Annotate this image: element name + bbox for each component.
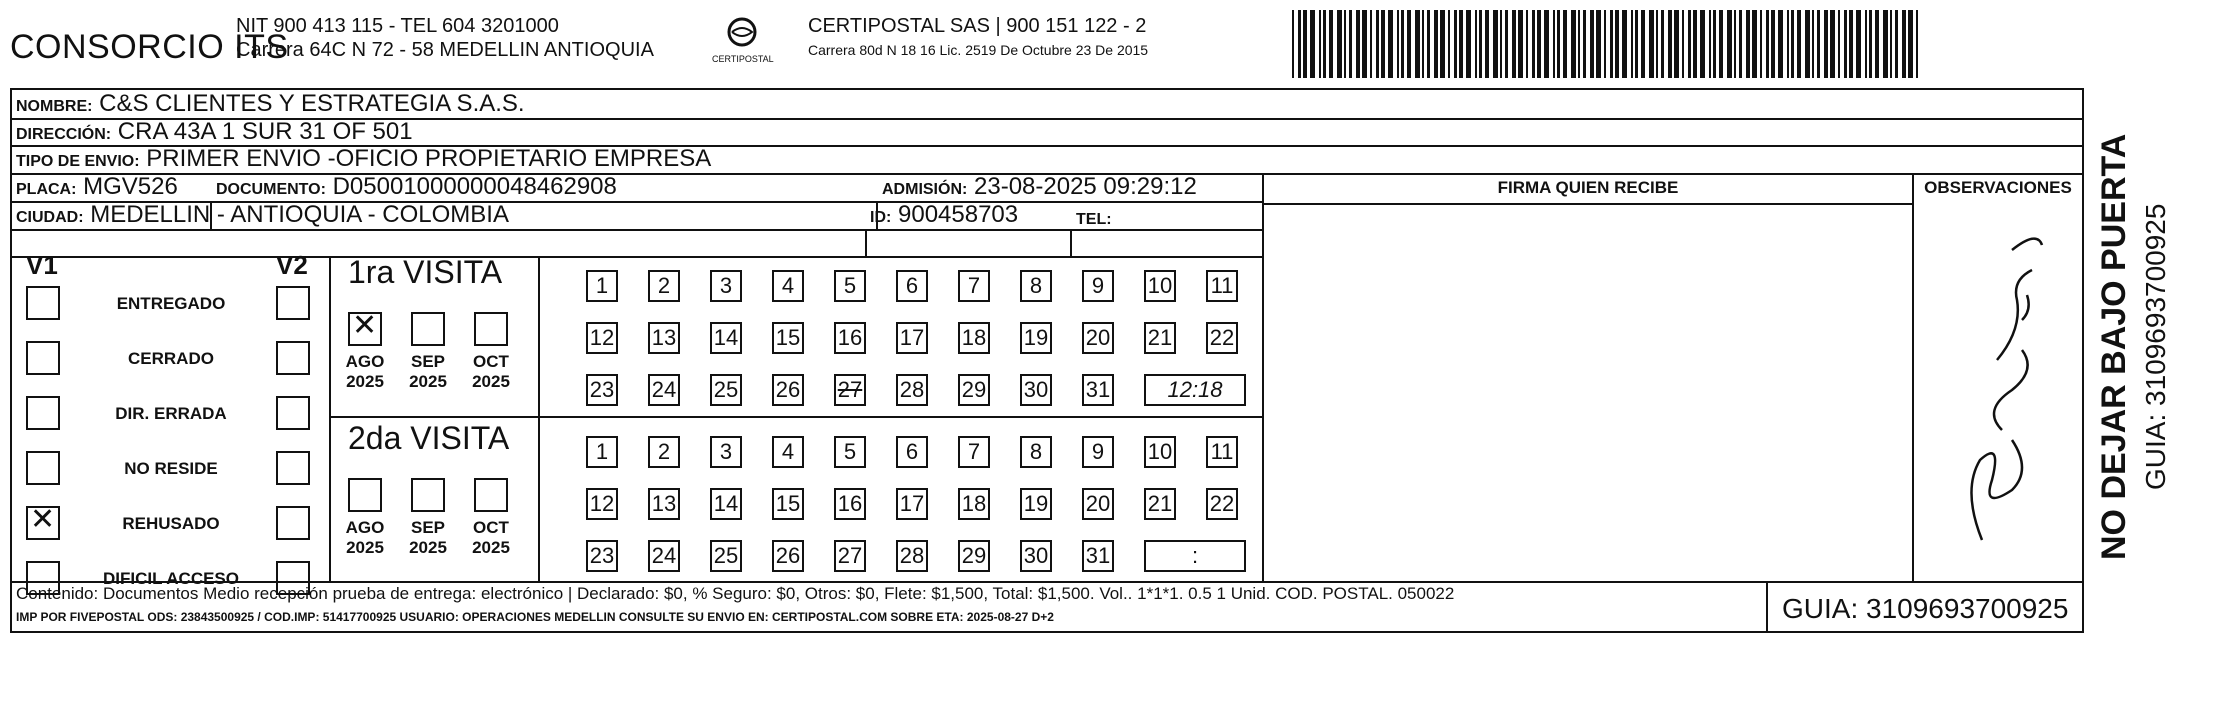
barcode-bar [1376,10,1379,78]
nombre-value: C&S CLIENTES Y ESTRATEGIA S.A.S. [99,90,525,117]
barcode-bar [1908,10,1913,78]
v2-checkbox[interactable] [276,396,310,430]
barcode-bar [1719,10,1723,78]
barcode-bar [1713,10,1716,78]
barcode-bar [1596,10,1601,78]
barcode-bar [1615,10,1619,78]
month-name: SEP [410,518,446,537]
barcode-bar [1407,10,1411,78]
footer-impresion: IMP POR FIVEPOSTAL ODS: 23843500925 / COD.IMP: 51417700925 USUARIO: OPERACIONES MEDELLIN CONSULTE SU ENVIO EN: CERTIPOSTAL.COM SOBRE ETA: 2025-08-27 D+2 [16,610,1054,624]
barcode-bar [1532,10,1535,78]
day-box[interactable]: 19 [1020,488,1052,520]
month-checkbox[interactable] [474,312,508,346]
barcode-bar [1610,10,1613,78]
day-box[interactable]: 17 [896,322,928,354]
barcode-bar [1869,10,1872,78]
month-label [340,352,390,392]
month-year: 2025 [409,538,447,557]
day-box[interactable]: 9 [1082,270,1114,302]
day-box[interactable]: 11 [1206,436,1238,468]
barcode-bar [1875,10,1879,78]
ciudad-cell [16,201,509,229]
address-line: Carrera 64C N 72 - 58 MEDELLIN ANTIOQUIA [236,39,654,61]
direccion-label: DIRECCIÓN: [16,126,112,143]
day-box[interactable]: 22 [1206,322,1238,354]
day-box[interactable]: 9 [1082,436,1114,468]
company-name: CONSORCIO ITS [10,28,289,66]
v1-checkbox[interactable] [26,396,60,430]
barcode-bar [1298,10,1301,78]
barcode-bar [1674,10,1679,78]
day-box[interactable]: 12 [586,488,618,520]
barcode-bar [1649,10,1654,78]
day-box[interactable]: 14 [710,488,742,520]
v2-checkbox[interactable] [276,286,310,320]
barcode-bar [1303,10,1307,78]
month-year: 2025 [346,538,384,557]
day-box[interactable]: 30 [1020,374,1052,406]
v2-checkbox[interactable] [276,451,310,485]
second-visit-title: 2da VISITA [348,420,510,456]
x-mark-icon: ✕ [30,502,56,537]
nombre-row [16,90,525,118]
day-box[interactable]: 5 [834,436,866,468]
month-checkbox[interactable] [411,478,445,512]
barcode-bar [1824,10,1828,78]
barcode-bar [1544,10,1549,78]
direccion-row [16,118,413,146]
barcode-bar [1916,10,1918,78]
day-box[interactable]: 25 [710,540,742,572]
month-label [340,518,390,558]
id-label: ID: [870,209,892,226]
barcode-bar [1500,10,1502,78]
certipostal-sub: Carrera 80d N 18 16 Lic. 2519 De Octubre 23 De 2015 [808,42,1149,58]
month-label [466,518,516,558]
day-box[interactable] [834,374,866,406]
barcode-bar [1415,10,1420,78]
day-box[interactable]: 13 [648,322,680,354]
day-box[interactable]: 12 [586,322,618,354]
barcode-bar [1641,10,1645,78]
admision-value: 23-08-2025 09:29:12 [974,173,1197,200]
v1-checkbox[interactable] [26,451,60,485]
barcode-bar [1902,10,1906,78]
day-box[interactable]: 22 [1206,488,1238,520]
barcode-bar [1356,10,1360,78]
barcode-bar [1310,10,1315,78]
v2-header: V2 [276,250,308,280]
barcode-bar [1337,10,1342,78]
month-year: 2025 [409,372,447,391]
month-checkbox[interactable] [411,312,445,346]
barcode-bar [1553,10,1555,78]
day-box[interactable]: 3 [710,270,742,302]
day-box[interactable]: 25 [710,374,742,406]
tipo-value: PRIMER ENVIO -OFICIO PROPIETARIO EMPRESA [146,145,712,172]
day-box[interactable]: 15 [772,322,804,354]
barcode-bar [1760,10,1762,78]
barcode-bar [1518,10,1523,78]
barcode [1292,10,1920,78]
day-box[interactable]: 7 [958,270,990,302]
day-box[interactable]: 20 [1082,488,1114,520]
placa-label: PLACA: [16,181,77,198]
day-box[interactable]: 26 [772,374,804,406]
placa-value: MGV526 [83,173,178,200]
time-box[interactable]: 12:18 [1144,374,1246,406]
day-box[interactable]: 16 [834,322,866,354]
day-box[interactable]: 31 [1082,374,1114,406]
barcode-bar [1797,10,1801,78]
documento-cell [216,173,617,201]
barcode-bar [1381,10,1385,78]
delivery-form [10,88,2084,633]
v1-checkbox[interactable] [26,286,60,320]
barcode-bar [1370,10,1372,78]
barcode-bar [1812,10,1814,78]
barcode-bar [1459,10,1463,78]
barcode-bar [1693,10,1697,78]
barcode-bar [1656,10,1658,78]
day-box[interactable]: 18 [958,488,990,520]
day-box[interactable]: 20 [1082,322,1114,354]
certipostal-info [808,14,1148,62]
side-instruction: NO DEJAR BAJO PUERTA [2095,133,2133,560]
v1-checkbox[interactable] [26,341,60,375]
day-box[interactable]: 23 [586,374,618,406]
barcode-bar [1817,10,1820,78]
day-box[interactable]: 29 [958,540,990,572]
day-box[interactable]: 7 [958,436,990,468]
day-box[interactable]: 16 [834,488,866,520]
barcode-bar [1752,10,1757,78]
first-visit-title: 1ra VISITA [348,254,503,290]
tel-label: TEL: [1076,211,1112,228]
month-year: 2025 [346,372,384,391]
status-label: DIFICIL ACCESO [102,569,239,588]
barcode-bar [1292,10,1294,78]
barcode-bar [1883,10,1888,78]
logo-text: CERTIPOSTAL [712,54,774,64]
barcode-bar [1427,10,1430,78]
placa-cell [16,173,178,201]
status-label: ENTREGADO [116,294,226,313]
barcode-bar [1668,10,1672,78]
barcode-bar [1466,10,1471,78]
barcode-bar [1319,10,1321,78]
month-name: AGO [345,352,385,371]
observaciones-header: OBSERVACIONES [1924,178,2072,197]
day-box[interactable]: 14 [710,322,742,354]
barcode-bar [1622,10,1627,78]
time-box[interactable]: : [1144,540,1246,572]
barcode-bar [1856,10,1861,78]
month-label [403,518,453,558]
day-box[interactable]: 6 [896,270,928,302]
month-name: OCT [473,518,509,537]
barcode-bar [1563,10,1567,78]
barcode-bar [1493,10,1498,78]
barcode-bar [1512,10,1516,78]
barcode-bar [1349,10,1352,78]
barcode-bar [1849,10,1853,78]
day-box[interactable]: 10 [1144,270,1176,302]
barcode-bar [1362,10,1367,78]
logo-icon [722,16,762,52]
certipostal-logo [712,16,772,70]
day-box[interactable]: 1 [586,270,618,302]
day-box[interactable]: 21 [1144,322,1176,354]
documento-label: DOCUMENTO: [216,181,326,198]
month-checkbox[interactable] [474,478,508,512]
month-name: SEP [410,352,446,371]
barcode-bar [1688,10,1691,78]
barcode-bar [1329,10,1333,78]
barcode-bar [1434,10,1438,78]
barcode-bar [1631,10,1633,78]
barcode-bar [1766,10,1769,78]
day-box[interactable]: 23 [586,540,618,572]
tipo-label: TIPO DE ENVIO: [16,153,140,170]
barcode-bar [1571,10,1576,78]
barcode-bar [1422,10,1424,78]
footer-contenido: Contenido: Documentos Medio recepción prueba de entrega: electrónico | Declarado: $0, % Seguro: $0, Otros: $0, Flete: $1,500, Total: $1,500. Vol.. 1*1*1. 0.5 1 Unid. COD. POSTAL. 050022 [16,584,1455,603]
day-box[interactable]: 6 [896,436,928,468]
barcode-bar [1344,10,1346,78]
day-box[interactable]: 28 [896,374,928,406]
barcode-bar [1505,10,1508,78]
status-label: REHUSADO [122,514,220,533]
month-label [403,352,453,392]
tel-cell [1076,203,1112,231]
status-label: CERRADO [128,349,214,368]
day-box[interactable]: 24 [648,540,680,572]
barcode-bar [1830,10,1835,78]
barcode-bar [1388,10,1393,78]
barcode-bar [1454,10,1457,78]
barcode-bar [1865,10,1867,78]
barcode-bar [1682,10,1684,78]
barcode-bar [1397,10,1399,78]
month-checkbox[interactable] [348,308,382,346]
firma-header: FIRMA QUIEN RECIBE [1497,178,1679,197]
admision-cell [882,173,1197,201]
barcode-bar [1771,10,1775,78]
company-contact [236,14,654,62]
day-number: 27 [837,377,863,402]
barcode-bar [1727,10,1732,78]
barcode-bar [1401,10,1404,78]
barcode-bar [1604,10,1606,78]
day-box[interactable]: 21 [1144,488,1176,520]
direccion-value: CRA 43A 1 SUR 31 OF 501 [117,118,413,145]
barcode-bar [1709,10,1711,78]
tipo-row [16,145,711,173]
barcode-bar [1323,10,1326,78]
barcode-bar [1746,10,1750,78]
x-mark-icon: ✕ [352,308,378,343]
day-box[interactable]: 1 [586,436,618,468]
barcode-bar [1448,10,1450,78]
day-box[interactable]: 8 [1020,270,1052,302]
id-cell [870,201,1018,229]
barcode-bar [1485,10,1489,78]
ciudad-value: MEDELLIN - ANTIOQUIA - COLOMBIA [90,201,509,228]
day-box[interactable]: 15 [772,488,804,520]
handwritten-signature [1942,210,2062,550]
barcode-bar [1583,10,1586,78]
certipostal-line: CERTIPOSTAL SAS | 900 151 122 - 2 [808,15,1147,37]
day-box[interactable]: 5 [834,270,866,302]
barcode-bar [1890,10,1892,78]
month-name: OCT [473,352,509,371]
nit-line: NIT 900 413 115 - TEL 604 3201000 [236,15,559,37]
day-box[interactable]: 29 [958,374,990,406]
day-box[interactable]: 8 [1020,436,1052,468]
status-label: DIR. ERRADA [115,404,227,423]
barcode-bar [1787,10,1789,78]
day-box[interactable]: 30 [1020,540,1052,572]
documento-value: D05001000000048462908 [332,173,617,200]
day-box[interactable]: 10 [1144,436,1176,468]
barcode-bar [1590,10,1594,78]
month-name: AGO [345,518,385,537]
barcode-bar [1440,10,1445,78]
day-box[interactable]: 4 [772,270,804,302]
barcode-bar [1734,10,1736,78]
barcode-bar [1844,10,1847,78]
barcode-bar [1778,10,1783,78]
day-box[interactable]: 11 [1206,270,1238,302]
month-label [466,352,516,392]
day-box[interactable]: 17 [896,488,928,520]
v1-header: V1 [26,250,58,280]
month-checkbox[interactable] [348,478,382,512]
status-label: NO RESIDE [124,459,218,478]
day-box[interactable]: 27 [834,540,866,572]
barcode-bar [1479,10,1482,78]
day-box[interactable]: 2 [648,270,680,302]
month-year: 2025 [472,372,510,391]
side-guia: GUIA: 3109693700925 [2140,203,2171,490]
month-year: 2025 [472,538,510,557]
day-box[interactable]: 19 [1020,322,1052,354]
barcode-bar [1578,10,1580,78]
barcode-bar [1739,10,1742,78]
v2-checkbox[interactable] [276,341,310,375]
barcode-bar [1791,10,1794,78]
nombre-label: NOMBRE: [16,98,93,115]
barcode-bar [1537,10,1541,78]
admision-label: ADMISIÓN: [882,181,968,198]
guia-number: GUIA: 3109693700925 [1782,593,2069,624]
day-box[interactable]: 24 [648,374,680,406]
barcode-bar [1635,10,1638,78]
v1-checkbox[interactable] [26,502,60,540]
day-box[interactable]: 18 [958,322,990,354]
day-box[interactable]: 3 [710,436,742,468]
day-box[interactable]: 2 [648,436,680,468]
barcode-bar [1557,10,1560,78]
barcode-bar [1805,10,1810,78]
barcode-bar [1475,10,1477,78]
day-box[interactable]: 4 [772,436,804,468]
barcode-bar [1700,10,1705,78]
id-value: 900458703 [898,201,1019,228]
barcode-bar [1895,10,1898,78]
barcode-bar [1526,10,1528,78]
day-box[interactable]: 13 [648,488,680,520]
barcode-bar [1661,10,1664,78]
ciudad-label: CIUDAD: [16,209,84,226]
day-box[interactable]: 28 [896,540,928,572]
v2-checkbox[interactable] [276,506,310,540]
day-box[interactable]: 31 [1082,540,1114,572]
barcode-bar [1838,10,1840,78]
day-box[interactable]: 26 [772,540,804,572]
